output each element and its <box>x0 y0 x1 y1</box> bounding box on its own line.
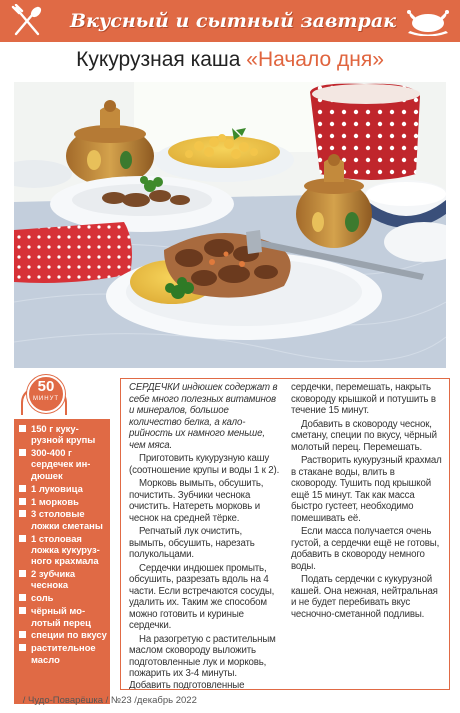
ingredient-item: специи по вкусу <box>18 629 107 640</box>
step-paragraph: Если масса получается очень густой, а сердечки ещё не готовы, добавить в сковороду немного воды. <box>291 526 440 572</box>
ingredient-item: соль <box>18 592 107 603</box>
ingredients-list <box>18 423 107 665</box>
ingredient-item: 150 г кукурузной крупы <box>18 423 107 446</box>
section-header <box>0 0 460 42</box>
ingredient-item: чёрный молотый перец <box>18 605 107 628</box>
ingredient-item: 1 луковица <box>18 483 107 494</box>
recipe-instructions <box>120 378 450 690</box>
ingredients-panel <box>14 419 110 704</box>
step-paragraph: Морковь вымыть, обсушить, почистить. Зубчики чеснока очистить. Натереть морковь и чеснок на средней тёрке. <box>129 478 264 524</box>
step-paragraph: Приготовить кукурузную кашу (соотношение крупы и воды 1 к 2). <box>129 453 280 476</box>
recipe-title-main: Кукурузная каша <box>76 48 241 71</box>
step-paragraph: Сердечки индюшек промыть, обсушить, разрезать вдоль на 4 части. Если встречаются сосуды, удалить их. Таким же способом можно готовить и куриные сердечки. <box>129 562 275 631</box>
ingredient-item: 1 столовая ложка кукурузного крахмала <box>18 533 107 567</box>
ingredient-item: растительное масло <box>18 642 107 665</box>
dish-photo <box>14 82 446 368</box>
section-title: Вкусный и сытный завтрак <box>70 10 396 32</box>
step-paragraph: Подать сердечки с кукурузной кашей. Она нежная, нейтральная и не будет перебивать вкус чесночно-сметанной подливы. <box>291 574 438 620</box>
roast-turkey-icon <box>404 6 452 36</box>
ingredient-item: 2 зубчика чеснока <box>18 568 107 591</box>
recipe-title-accent: «Начало дня» <box>246 48 384 71</box>
step-paragraph: На разогретую с растительным маслом сковороду выложить подготовленные лук и морковь, пожарить их 3-4 минуты. Добавить подготовленные сердечки, перемешать, накрыть сковороду крышкой и потушить в течение 15 минут. <box>129 382 436 690</box>
step-paragraph: Добавить в сковороду чеснок, сметану, специи по вкусу, чёрный молотый перец. Перемешать. <box>291 418 437 453</box>
cooking-time-unit: МИНУТ <box>32 396 60 402</box>
instructions-columns <box>129 382 443 690</box>
cooking-time-value: 50 <box>37 378 55 395</box>
ingredient-item: 3 столовые ложки сметаны <box>18 508 107 531</box>
ingredient-item: 1 морковь <box>18 496 107 507</box>
dish-photo-illustration <box>14 82 446 368</box>
step-paragraph: Репчатый лук очистить, вымыть, обсушить, нарезать полукольцами. <box>129 526 255 560</box>
intro-paragraph: СЕРДЕЧКИ индюшек содержат в себе много полезных витаминов и минералов, большое количество белка, а калорийность их намного меньше, чем мяса. <box>129 382 278 451</box>
step-paragraph: Растворить кукурузный крахмал в стакане воды, влить в сковороду. Тушить под крышкой ещё 15 минут. Так как масса быстро густеет, необходимо помешивать её. <box>291 455 442 524</box>
recipe-title <box>0 48 460 72</box>
fork-knife-icon <box>10 4 44 38</box>
page-footer <box>14 692 197 708</box>
cooking-time-badge <box>14 375 74 419</box>
ingredient-item: 300-400 г сердечек индюшек <box>18 447 107 481</box>
page-number: 8 <box>14 694 21 706</box>
magazine-issue: / Чудо-Поварёшка / №23 /декабрь 2022 <box>22 695 197 706</box>
